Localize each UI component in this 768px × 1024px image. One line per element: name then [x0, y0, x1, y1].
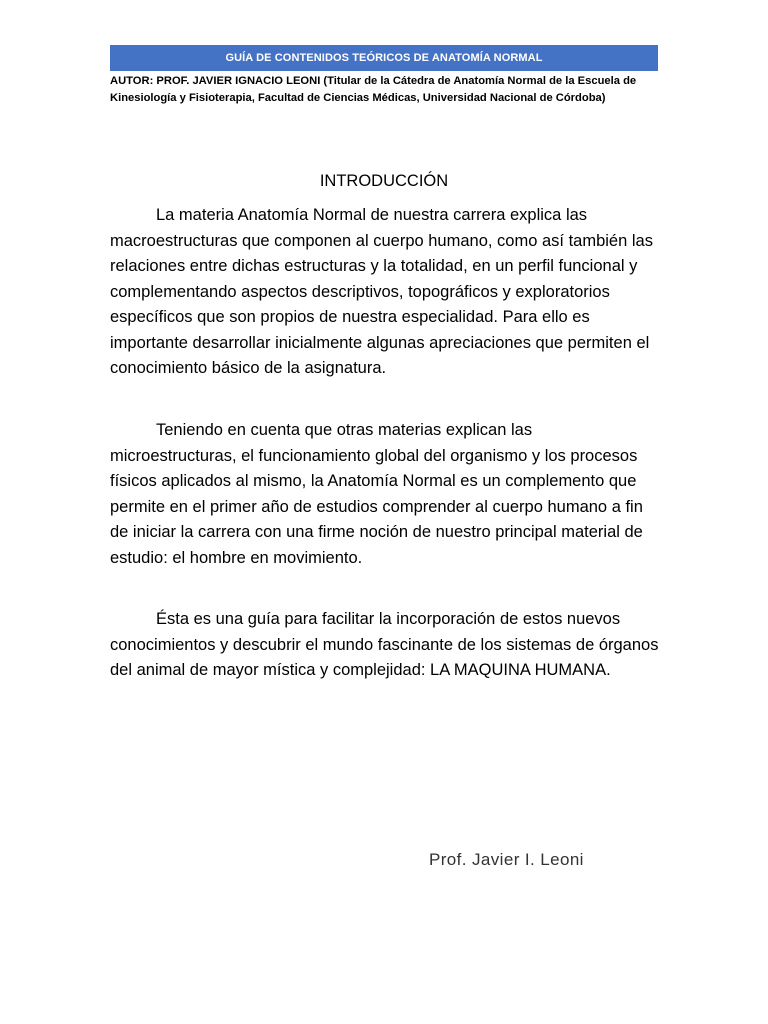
paragraph-1: La materia Anatomía Normal de nuestra carrera explica las macroestructuras que componen al cuerpo humano, como así también las relaciones entre dichas estructuras y la totalidad, en un perfil funcional y complementando aspectos descriptivos, topográficos y exploratorios específicos que son propios de nuestra especialidad. Para ello es importante desarrollar inicialmente algunas apreciaciones que permiten el conocimiento básico de la asignatura. — [110, 206, 653, 377]
document-title-bar — [110, 45, 658, 71]
author-line: AUTOR: PROF. JAVIER IGNACIO LEONI (Titular de la Cátedra de Anatomía Normal de la Escuela de Kinesiología y Fisioterapia, Facultad de Ciencias Médicas, Universidad Nacional de Córdoba) — [110, 75, 637, 104]
paragraph-2: Teniendo en cuenta que otras materias explican las microestructuras, el funcionamiento global del organismo y los procesos físicos aplicados al mismo, la Anatomía Normal es un complemento que permite en el primer año de estudios comprender al cuerpo humano a fin de iniciar la carrera con una firme noción de nuestro principal material de estudio: el hombre en movimiento. — [110, 421, 643, 567]
signature: Prof. Javier I. Leoni — [429, 850, 584, 869]
paragraph-3: Ésta es una guía para facilitar la incorporación de estos nuevos conocimientos y descubrir el mundo fascinante de los sistemas de órganos del animal de mayor mística y complejidad: LA MAQUINA HUMANA. — [110, 610, 659, 679]
section-heading: INTRODUCCIÓN — [319, 172, 449, 190]
document-title: GUÍA DE CONTENIDOS TEÓRICOS DE ANATOMÍA NORMAL — [225, 52, 543, 64]
